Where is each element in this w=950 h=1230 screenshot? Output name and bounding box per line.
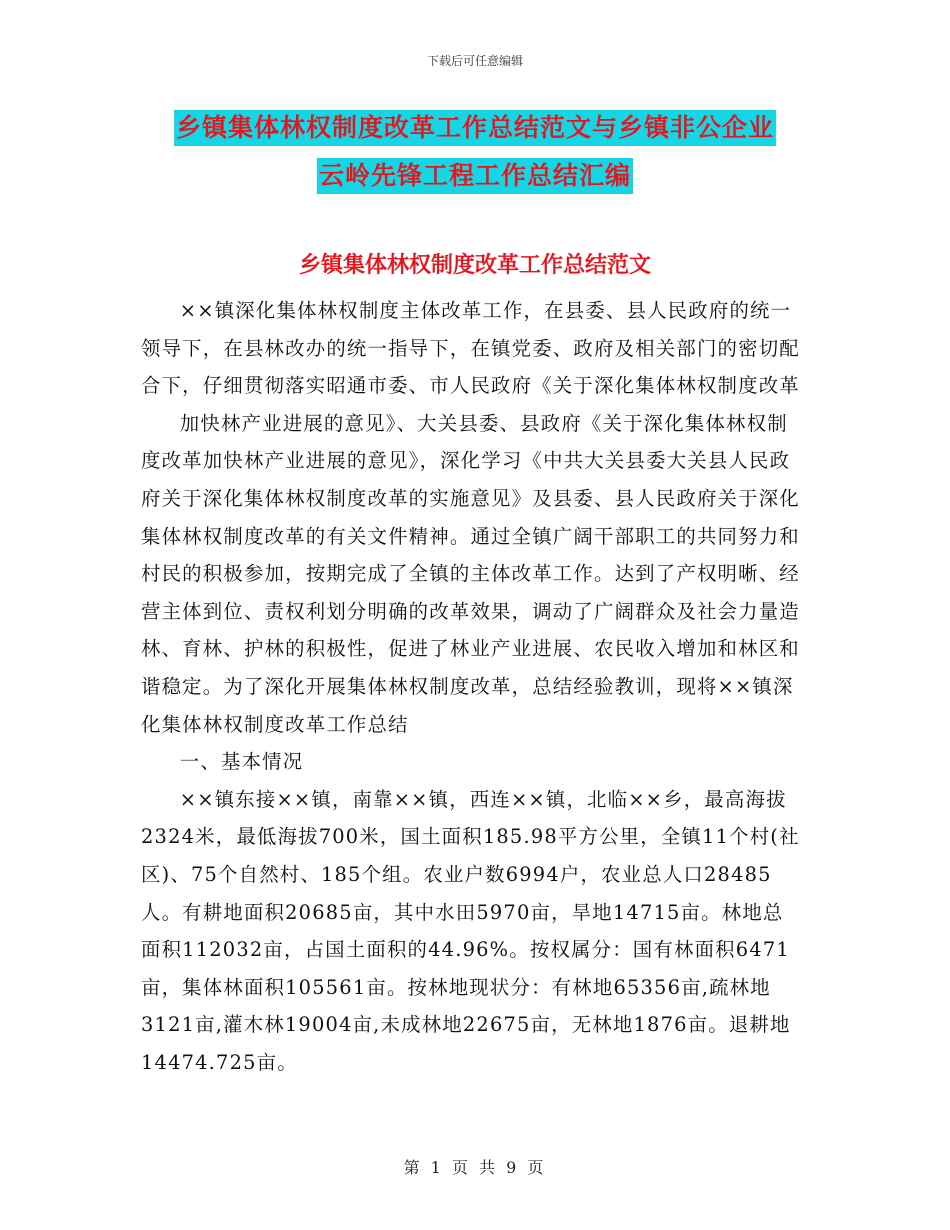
document-body: [141, 292, 801, 1081]
paragraph: ××镇东接××镇，南靠××镇，西连××镇，北临××乡，最高海拔2324米，最低海拔700米，国土面积185.98平方公里，全镇11个村(社区)、75个自然村、185个组。农业户数6994户，农业总人口28485人。有耕地面积20685亩，其中水田5970亩，旱地14715亩。林地总面积112032亩，占国土面积的44.96%。按权属分：国有林面积6471亩，集体林面积105561亩。按林地现状分：有林地65356亩,疏林地3121亩,灌木林19004亩,未成林地22675亩，无林地1876亩。退耕地14474.725亩。: [141, 787, 800, 1074]
page-number: 第 1 页 共 9 页: [403, 1158, 547, 1177]
title-line-2: 云岭先锋工程工作总结汇编: [317, 158, 633, 194]
paragraph: 加快林产业进展的意见》、大关县委、县政府《关于深化集体林权制度改革加快林产业进展的意见》，深化学习《中共大关县委大关县人民政府关于深化集体林权制度改革的实施意见》及县委、县人民政府关于深化集体林权制度改革的有关文件精神。通过全镇广阔干部职工的共同努力和村民的积极参加，按期完成了全镇的主体改革工作。达到了产权明晰、经营主体到位、责权利划分明确的改革效果，调动了广阔群众及社会力量造林、育林、护林的积极性，促进了林业产业进展、农民收入增加和林区和谐稳定。为了深化开展集体林权制度改革，总结经验教训，现将××镇深化集体林权制度改革工作总结: [141, 411, 800, 736]
section-heading: 一、基本情况: [179, 750, 304, 774]
section-subtitle: 乡镇集体林权制度改革工作总结范文: [298, 252, 651, 278]
document-title: [120, 110, 830, 206]
title-line-1: 乡镇集体林权制度改革工作总结范文与乡镇非公企业: [174, 110, 776, 146]
paragraph: ××镇深化集体林权制度主体改革工作，在县委、县人民政府的统一领导下，在县林改办的统一指导下，在镇党委、政府及相关部门的密切配合下，仔细贯彻落实昭通市委、市人民政府《关于深化集体林权制度改革: [141, 299, 800, 398]
page-header-note: 下载后可任意编辑: [426, 54, 523, 68]
